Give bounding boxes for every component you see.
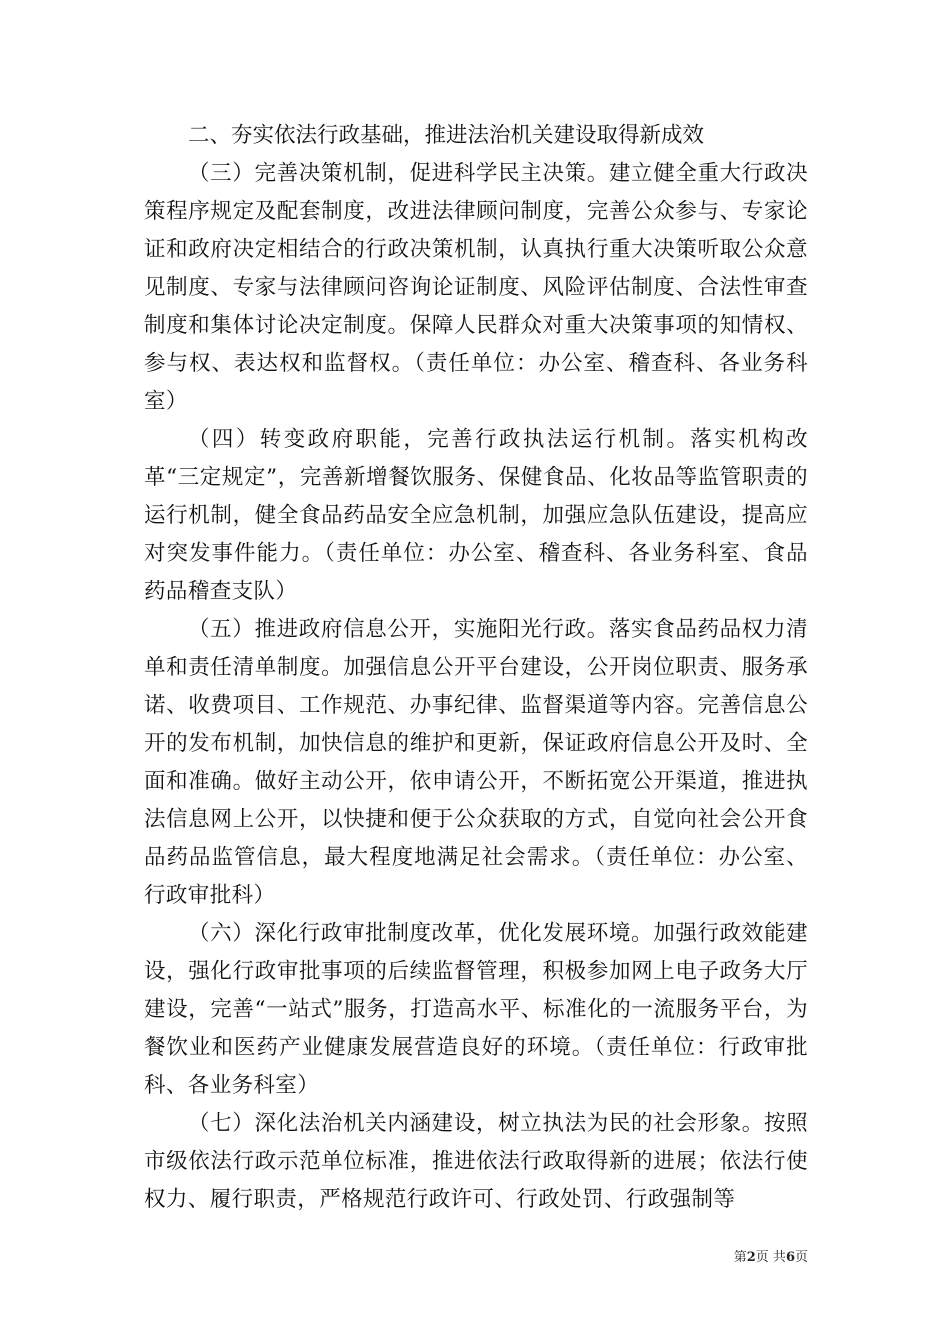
section-heading: 二、夯实依法行政基础，推进法治机关建设取得新成效 (188, 123, 705, 148)
paragraph-information-disclosure: （五）推进政府信息公开，实施阳光行政。落实食品药品权力清单和责任清单制度。加强信息公开平台建设，公开岗位职责、服务承诺、收费项目、工作规范、办事纪律、监督渠道等内容。完善信息公开的发布机制，加快信息的维护和更新，保证政府信息公开及时、全面和准确。做好主动公开，依申请公开，不断拓宽公开渠道，推进执法信息网上公开，以快捷和便于公众获取的方式，自觉向社会公开食品药品监管信息，最大程度地满足社会需求。（责任单位：办公室、行政审批科） (144, 617, 808, 908)
paragraph-administrative-approval: （六）深化行政审批制度改革，优化发展环境。加强行政效能建设，强化行政审批事项的后续监督管理，积极参加网上电子政务大厅建设，完善“一站式”服务，打造高水平、标准化的一流服务平台，为餐饮业和医药产业健康发展营造良好的环境。（责任单位：行政审批科、各业务科室） (144, 921, 808, 1098)
footer-total-pages: 6 (785, 1250, 795, 1265)
document-body (144, 117, 808, 1219)
footer-middle: 页 共 (755, 1250, 786, 1265)
footer-prefix: 第 (733, 1250, 747, 1265)
paragraph-decision-mechanism: （三）完善决策机制，促进科学民主决策。建立健全重大行政决策程序规定及配套制度，改进法律顾问制度，完善公众参与、专家论证和政府决定相结合的行政决策机制，认真执行重大决策听取公众意见制度、专家与法律顾问咨询论证制度、风险评估制度、合法性审查制度和集体讨论决定制度。保障人民群众对重大决策事项的知情权、参与权、表达权和监督权。（责任单位：办公室、稽查科、各业务科室） (144, 161, 808, 414)
paragraph-rule-of-law-organ: （七）深化法治机关内涵建设，树立执法为民的社会形象。按照市级依法行政示范单位标准，推进依法行政取得新的进展；依法行使权力、履行职责，严格规范行政许可、行政处罚、行政强制等 (144, 1111, 808, 1212)
page-number-footer (734, 1250, 808, 1266)
paragraph-government-functions: （四）转变政府职能，完善行政执法运行机制。落实机构改革“三定规定”，完善新增餐饮服务、保健食品、化妆品等监管职责的运行机制，健全食品药品安全应急机制，加强应急队伍建设，提高应对突发事件能力。（责任单位：办公室、稽查科、各业务科室、食品药品稽查支队） (144, 427, 808, 604)
footer-suffix: 页 (794, 1250, 808, 1265)
footer-current-page: 2 (746, 1250, 756, 1265)
